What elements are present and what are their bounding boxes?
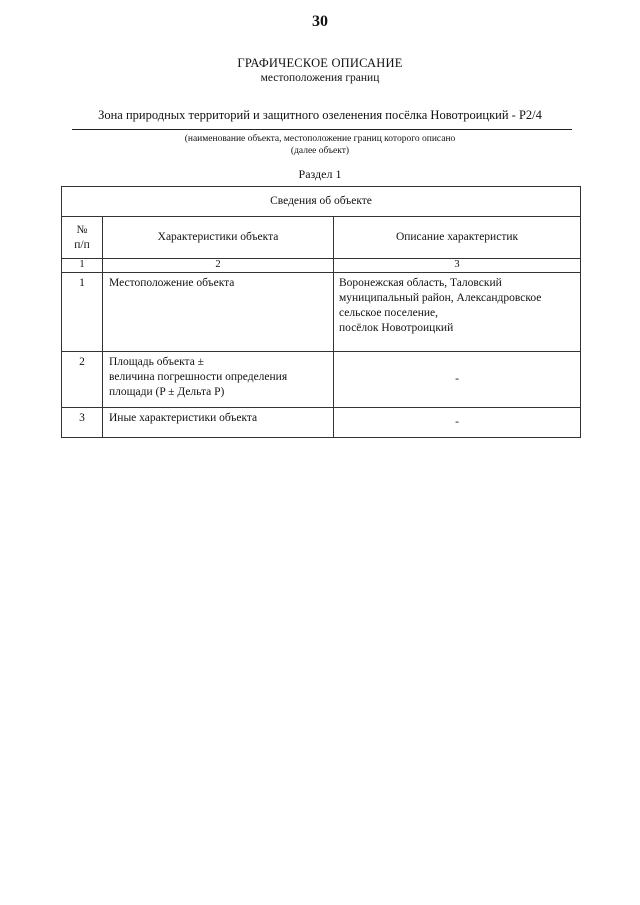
object-info-table [61, 186, 581, 438]
column-header-description: Описание характеристик [334, 217, 581, 259]
row-characteristic-line: Местоположение объекта [109, 277, 235, 289]
document-subtitle: местоположения границ [260, 72, 380, 84]
column-number: 2 [103, 259, 334, 273]
column-header-num-line: № [76, 223, 88, 236]
table-row [62, 273, 581, 352]
section-label: Раздел 1 [298, 167, 342, 181]
row-number: 1 [62, 273, 103, 352]
column-header-num-line: п/п [74, 238, 90, 251]
row-description-line: Воронежская область, Таловский [339, 277, 502, 289]
row-characteristic-line: величина погрешности определения [109, 371, 288, 383]
row-description-line: сельское поселение, [339, 307, 438, 319]
row-number: 3 [62, 408, 103, 438]
object-caption-line: (наименование объекта, местоположение границ которого описано [184, 134, 456, 144]
document-title: ГРАФИЧЕСКОЕ ОПИСАНИЕ [237, 56, 403, 70]
row-characteristic-line: площади (P ± Дельта P) [109, 386, 225, 398]
column-number: 1 [62, 259, 103, 273]
row-description [334, 273, 581, 352]
row-characteristic [103, 273, 334, 352]
object-caption [60, 133, 580, 157]
row-description-line: муниципальный район, Александровское [339, 292, 542, 304]
object-name-underline [72, 129, 572, 130]
row-characteristic [103, 408, 334, 438]
row-characteristic [103, 352, 334, 408]
row-number: 2 [62, 352, 103, 408]
row-description: - [334, 408, 581, 438]
table-row [62, 408, 581, 438]
row-characteristic-line: Площадь объекта ± [109, 356, 204, 368]
table-row [62, 352, 581, 408]
column-header-num [62, 217, 103, 259]
row-characteristic-line: Иные характеристики объекта [109, 412, 258, 424]
page-number: 30 [312, 13, 328, 30]
column-header-characteristic: Характеристики объекта [103, 217, 334, 259]
row-description: - [334, 352, 581, 408]
row-description-line: посёлок Новотроицкий [339, 322, 454, 334]
object-name: Зона природных территорий и защитного озеленения посёлка Новотроицкий - Р2/4 [98, 108, 542, 122]
table-title: Сведения об объекте [62, 187, 581, 217]
object-caption-line: (далее объект) [290, 146, 350, 156]
column-number: 3 [334, 259, 581, 273]
